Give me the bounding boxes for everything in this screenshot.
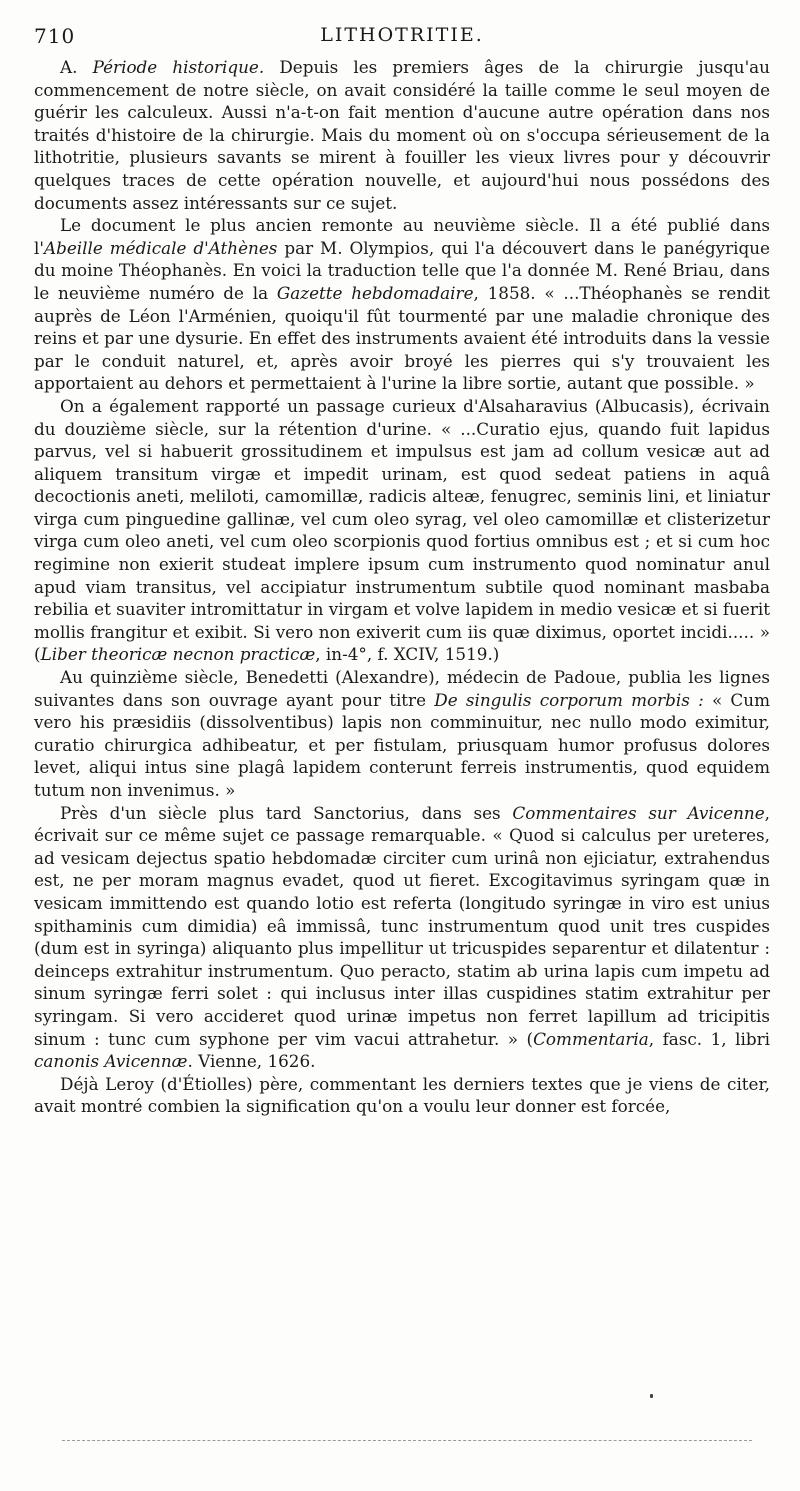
paragraph-text: . Vienne, 1626. bbox=[187, 1051, 316, 1072]
paragraph-theophanes bbox=[34, 214, 770, 395]
paragraph-text: Près d'un siècle plus tard Sanctorius, dans ses bbox=[60, 802, 513, 823]
book-title: Commentaires sur Avicenne bbox=[512, 802, 765, 823]
paragraph-text: , fasc. 1, libri bbox=[648, 1028, 770, 1049]
paragraph-text: , écrivait sur ce même sujet ce passage remarquable. « Quod si calculus per ureteres, ad vesicam dejectus spatio hebdomadæ circiter cum urinâ non ejiciatur, extrahendus est, ne per moram magnus evadet, quod ut fieret. Excogitavimus syringam quæ in vesicam immittendo est quando lotio est referta (longitudo syringæ in viro est unius spithaminis cum dimidia) eâ immissâ, tunc instrumentum quod unit tres cuspides (dum est in syringa) aliquanto plus impellitur ut tricuspides separentur et dilatentur : deinceps extrahitur instrumentum. Quo peracto, statim ab urina lapis cum impetu ad sinum syringæ ferri solet : qui inclusus inter illas cuspidines statim extrahitur per syringam. Si vero accideret quod urinæ impetus non ferret lapillum ad tricipitis sinum : tunc cum syphone per vim vacui attrahetur. » ( bbox=[34, 802, 770, 1049]
page-number: 710 bbox=[34, 24, 76, 48]
section-marker: A. bbox=[60, 57, 93, 77]
footer-rule bbox=[62, 1440, 752, 1441]
print-speck bbox=[650, 1394, 653, 1398]
paragraph-text: Déjà Leroy (d'Étiolles) père, commentant les derniers textes que je viens de citer, avait montré combien la signification qu'on a voulu leur donner est forcée, bbox=[34, 1073, 770, 1117]
paragraph-text: , 1858. « ...Théophanès se rendit auprès de Léon l'Arménien, quoiqu'il fût tourmenté par une maladie chronique des reins et par une dysurie. En effet des instruments avaient été introduits dans la vessie par le conduit naturel, et, après avoir broyé les pierres qui s'y trouvaient les apportaient au dehors et permettaient à l'urine la libre sortie, autant que possible. » bbox=[34, 282, 770, 394]
book-title: De singulis corporum morbis : bbox=[434, 689, 704, 710]
page-header bbox=[34, 24, 770, 54]
paragraph-albucasis bbox=[34, 395, 770, 666]
paragraph-historical-period bbox=[34, 56, 770, 214]
book-title: Commentaria bbox=[533, 1028, 649, 1049]
paragraph-text: Depuis les premiers âges de la chirurgie jusqu'au commencement de notre siècle, on avait considéré la taille comme le seul moyen de guérir les calculeux. Aussi n'a-t-on fait mention d'aucune autre opération dans nos traités d'histoire de la chirurgie. Mais du moment où on s'occupa sérieusement de la lithotritie, plusieurs savants se mirent à fouiller les vieux livres pour y découvrir quelques traces de cette opération nouvelle, et aujourd'hui nous possédons des documents assez intéressants sur ce sujet. bbox=[34, 57, 770, 213]
book-title: Liber theoricæ necnon practicæ bbox=[40, 644, 316, 665]
running-title: LITHOTRITIE. bbox=[320, 24, 484, 46]
paragraph-benedetti bbox=[34, 666, 770, 802]
paragraph-text: « Cum vero his præsidiis (dissolventibus) lapis non comminuitur, nec nullo modo eximitur, curatio chirurgica adhibeatur, et per fistulam, priusquam humor profusus dolores levet, aliqui intus sine plagâ lapidem conterunt ferreis instrumentis, quod equidem tutum non invenimus. » bbox=[34, 689, 770, 800]
paragraph-text: Le document le plus ancien remonte au neuvième siècle. Il a été publié dans l' bbox=[34, 215, 770, 258]
paragraph-text: On a également rapporté un passage curieux d'Alsaharavius (Albucasis), écrivain du douzième siècle, sur la rétention d'urine. « ...Curatio ejus, quando fuit lapidus parvus, vel si habuerit grossitudinem et impulsus est jam ad collum vesicæ aut ad aliquem transitum virgæ et impedit urinam, est quod sedeat patiens in aquâ decoctionis aneti, meliloti, camomillæ, radicis alteæ, fenugrec, seminis lini, et liniatur virga cum pinguedine gallinæ, vel cum oleo syrag, vel oleo camomillæ et clisterizetur virga cum oleo aneti, vel cum oleo scorpionis quod fortius omnibus est ; et si cum hoc regimine non exierit studeat implere ipsum cum instrumento quod nominatur anul apud viam transitus, vel accipiatur instrumentum subtile quod nominant masbaba rebilia et suaviter intromittatur in virgam et volve lapidem in medio vesicæ et si fuerit mollis frangitur et exibit. Si vero non exiverit cum iis quæ diximus, oportet incidi..... » ( bbox=[34, 395, 770, 665]
journal-title: Gazette hebdomadaire bbox=[276, 282, 474, 303]
section-heading: Période historique. bbox=[92, 57, 265, 77]
paragraph-sanctorius bbox=[34, 802, 770, 1073]
body-text bbox=[34, 56, 770, 1118]
paragraph-text: par M. Olympios, qui l'a découvert dans le panégyrique du moine Théophanès. En voici la traduction telle que l'a donnée M. René Briau, dans le neuvième numéro de la bbox=[34, 237, 770, 303]
journal-title: Abeille médicale d'Athènes bbox=[43, 237, 278, 258]
paragraph-text: , in-4°, f. XCIV, 1519.) bbox=[315, 644, 500, 665]
paragraph-text: Au quinzième siècle, Benedetti (Alexandre), médecin de Padoue, publia les lignes suivantes dans son ouvrage ayant pour titre bbox=[34, 667, 770, 710]
paragraph-leroy bbox=[34, 1073, 770, 1118]
book-title: canonis Avicennæ bbox=[34, 1051, 188, 1072]
